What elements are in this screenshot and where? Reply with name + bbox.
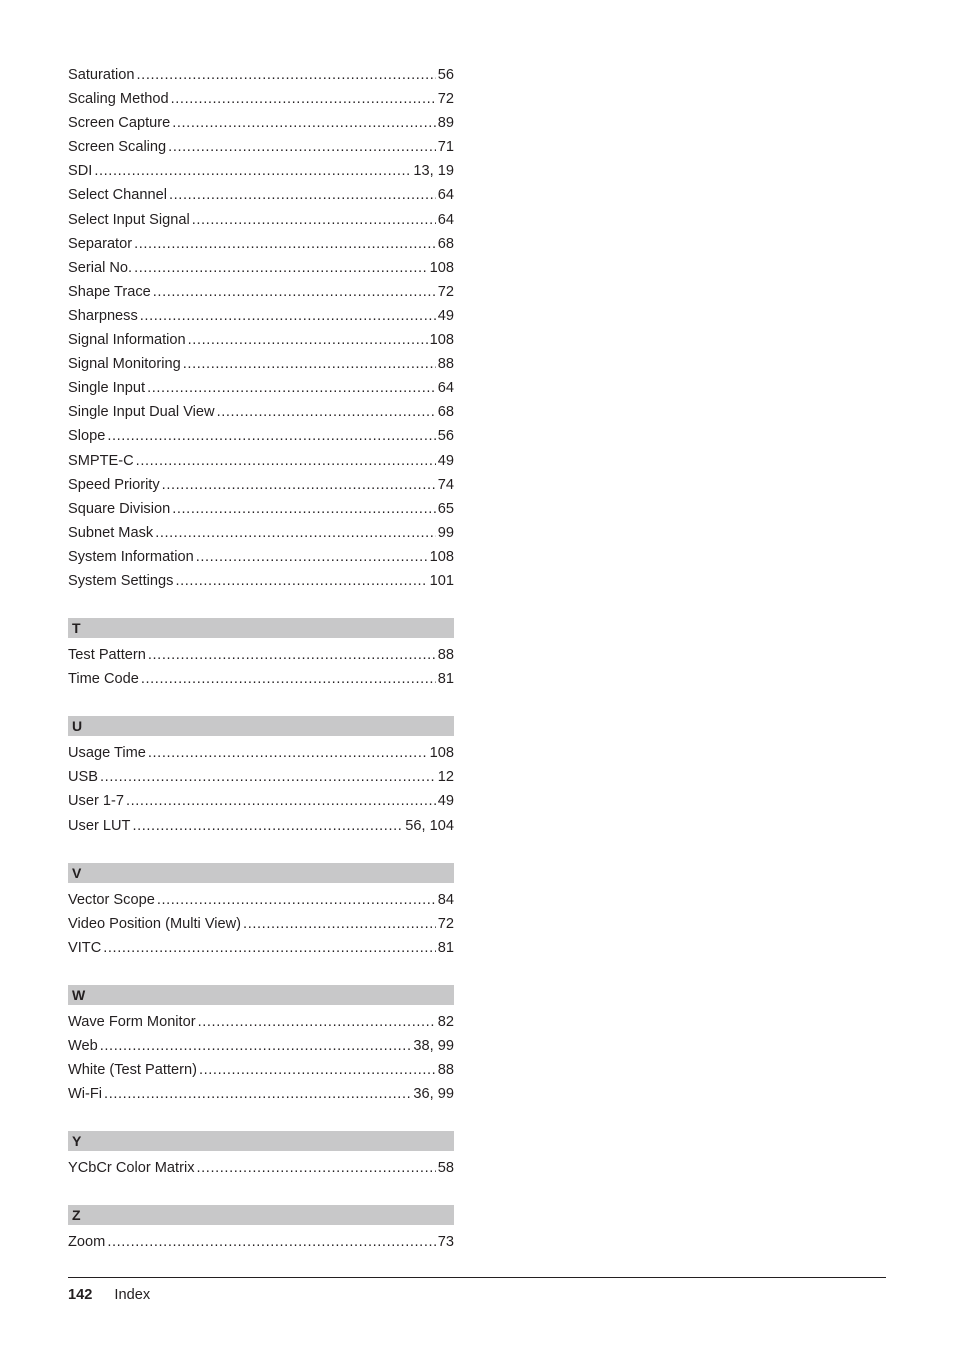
page-reference: 81 — [437, 939, 454, 956]
page-reference: 72 — [437, 91, 454, 108]
index-entry — [68, 643, 454, 667]
dot-leader — [103, 936, 436, 960]
dot-leader — [157, 888, 436, 912]
letter-heading: T — [68, 618, 454, 638]
index-entry — [68, 424, 454, 448]
index-entry — [68, 1034, 454, 1058]
dot-leader — [140, 304, 436, 328]
letter-heading: U — [68, 716, 454, 736]
index-term: Select Input Signal — [68, 211, 190, 228]
page-reference: 56, 104 — [405, 817, 454, 834]
index-section — [68, 1131, 454, 1180]
page-reference: 56 — [437, 67, 454, 83]
index-term: Single Input — [68, 380, 146, 397]
index-term: Web — [68, 1038, 98, 1054]
index-entry — [68, 1058, 454, 1082]
index-term: Signal Monitoring — [68, 356, 181, 373]
index-entry — [68, 741, 454, 765]
index-term: Video Position (Multi View) — [68, 915, 242, 932]
index-entry — [68, 376, 454, 400]
page-reference: 38, 99 — [413, 1038, 454, 1054]
index-entry — [68, 473, 454, 497]
page-reference: 108 — [429, 548, 454, 565]
page-reference: 88 — [437, 647, 454, 664]
dot-leader — [137, 63, 436, 87]
page-reference: 101 — [429, 572, 454, 589]
dot-leader — [134, 232, 436, 256]
dot-leader — [243, 912, 436, 936]
dot-leader — [104, 1082, 411, 1106]
page-reference: 88 — [437, 1062, 454, 1079]
index-entry — [68, 280, 454, 304]
page-reference: 64 — [437, 380, 454, 397]
index-entry — [68, 936, 454, 960]
page-reference: 71 — [437, 139, 454, 156]
page-reference: 68 — [437, 404, 454, 421]
dot-leader — [107, 1230, 435, 1254]
index-term: Time Code — [68, 671, 139, 688]
index-entry — [68, 87, 454, 111]
page-reference: 72 — [437, 283, 454, 300]
dot-leader — [169, 183, 436, 207]
index-term: Signal Information — [68, 332, 186, 349]
page-reference: 64 — [437, 187, 454, 204]
index-entry — [68, 1230, 454, 1254]
index-term: User LUT — [68, 817, 131, 834]
index-entry — [68, 63, 454, 87]
index-term: Slope — [68, 428, 106, 445]
index-term: Serial No. — [68, 259, 133, 276]
index-term: System Information — [68, 548, 194, 565]
index-term: System Settings — [68, 572, 174, 589]
dot-leader — [148, 741, 428, 765]
dot-leader — [100, 765, 436, 789]
page-reference: 73 — [437, 1234, 454, 1251]
page-reference: 108 — [429, 745, 454, 762]
dot-leader — [100, 1034, 412, 1058]
page-reference: 81 — [437, 671, 454, 688]
dot-leader — [198, 1010, 436, 1034]
page-reference: 56 — [437, 428, 454, 445]
dot-leader — [153, 280, 436, 304]
index-term: Screen Scaling — [68, 139, 167, 156]
index-term: VITC — [68, 939, 102, 956]
page-reference: 49 — [437, 793, 454, 810]
dot-leader — [147, 376, 436, 400]
dot-leader — [126, 789, 436, 813]
dot-leader — [217, 400, 436, 424]
index-term: Shape Trace — [68, 283, 151, 300]
letter-heading: V — [68, 863, 454, 883]
index-entry — [68, 183, 454, 207]
index-term: Usage Time — [68, 745, 146, 762]
index-term: Separator — [68, 235, 133, 252]
page-reference: 89 — [437, 115, 454, 132]
page-number: 142 — [68, 1287, 93, 1303]
index-section — [68, 863, 454, 960]
page-reference: 108 — [429, 332, 454, 349]
page-reference: 65 — [437, 500, 454, 517]
index-entry — [68, 400, 454, 424]
page-reference: 99 — [437, 524, 454, 541]
index-section — [68, 63, 454, 593]
page-footer — [68, 1285, 150, 1305]
index-entry — [68, 765, 454, 789]
index-entry — [68, 521, 454, 545]
index-entry — [68, 208, 454, 232]
index-entry — [68, 256, 454, 280]
footer-title: Index — [114, 1287, 151, 1303]
index-term: Vector Scope — [68, 891, 155, 908]
page-reference: 74 — [437, 476, 454, 493]
dot-leader — [197, 1156, 436, 1180]
page-reference: 13, 19 — [413, 163, 454, 180]
index-term: Speed Priority — [68, 476, 160, 493]
index-section — [68, 1205, 454, 1254]
dot-leader — [136, 449, 436, 473]
page-reference: 72 — [437, 915, 454, 932]
dot-leader — [141, 667, 436, 691]
index-term: Saturation — [68, 67, 135, 83]
index-section — [68, 716, 454, 837]
letter-heading: Z — [68, 1205, 454, 1225]
page-reference: 84 — [437, 891, 454, 908]
index-column — [68, 63, 454, 1254]
index-entry — [68, 545, 454, 569]
index-term: Wi-Fi — [68, 1086, 103, 1103]
page-reference: 68 — [437, 235, 454, 252]
dot-leader — [172, 497, 436, 521]
index-entry — [68, 497, 454, 521]
page-reference: 82 — [437, 1013, 454, 1030]
index-entry — [68, 328, 454, 352]
dot-leader — [171, 87, 436, 111]
page-reference: 49 — [437, 452, 454, 469]
footer-divider — [68, 1277, 886, 1278]
dot-leader — [183, 352, 436, 376]
letter-heading: W — [68, 985, 454, 1005]
index-term: Sharpness — [68, 307, 138, 324]
dot-leader — [172, 111, 436, 135]
dot-leader — [196, 545, 428, 569]
dot-leader — [155, 521, 436, 545]
index-term: Single Input Dual View — [68, 404, 215, 421]
index-entry — [68, 159, 454, 183]
index-term: USB — [68, 769, 99, 786]
index-term: Test Pattern — [68, 647, 146, 664]
index-entry — [68, 814, 454, 838]
index-section — [68, 618, 454, 691]
page-reference: 108 — [429, 259, 454, 276]
dot-leader — [192, 208, 436, 232]
index-term: Wave Form Monitor — [68, 1013, 196, 1030]
letter-heading: Y — [68, 1131, 454, 1151]
index-term: SMPTE-C — [68, 452, 134, 469]
index-entry — [68, 232, 454, 256]
index-entry — [68, 352, 454, 376]
index-term: Subnet Mask — [68, 524, 154, 541]
index-term: Scaling Method — [68, 91, 169, 108]
index-entry — [68, 569, 454, 593]
index-term: YCbCr Color Matrix — [68, 1160, 195, 1177]
index-entry — [68, 1082, 454, 1106]
dot-leader — [199, 1058, 436, 1082]
index-entry — [68, 912, 454, 936]
index-entry — [68, 304, 454, 328]
index-entry — [68, 667, 454, 691]
index-term: Select Channel — [68, 187, 167, 204]
index-term: SDI — [68, 163, 93, 180]
index-entry — [68, 135, 454, 159]
dot-leader — [175, 569, 427, 593]
index-entry — [68, 1156, 454, 1180]
page-reference: 36, 99 — [413, 1086, 454, 1103]
index-term: Zoom — [68, 1234, 106, 1251]
index-entry — [68, 888, 454, 912]
index-term: Square Division — [68, 500, 171, 517]
index-term: White (Test Pattern) — [68, 1062, 197, 1079]
dot-leader — [134, 256, 428, 280]
index-term: Screen Capture — [68, 115, 171, 132]
dot-leader — [107, 424, 435, 448]
page-reference: 12 — [437, 769, 454, 786]
index-term: User 1-7 — [68, 793, 124, 810]
dot-leader — [94, 159, 411, 183]
dot-leader — [168, 135, 436, 159]
index-entry — [68, 449, 454, 473]
index-entry — [68, 789, 454, 813]
page-reference: 64 — [437, 211, 454, 228]
dot-leader — [132, 814, 403, 838]
page-reference: 58 — [437, 1160, 454, 1177]
index-section — [68, 985, 454, 1106]
page-reference: 49 — [437, 307, 454, 324]
dot-leader — [162, 473, 436, 497]
index-entry — [68, 111, 454, 135]
index-entry — [68, 1010, 454, 1034]
dot-leader — [188, 328, 428, 352]
page-reference: 88 — [437, 356, 454, 373]
dot-leader — [148, 643, 436, 667]
